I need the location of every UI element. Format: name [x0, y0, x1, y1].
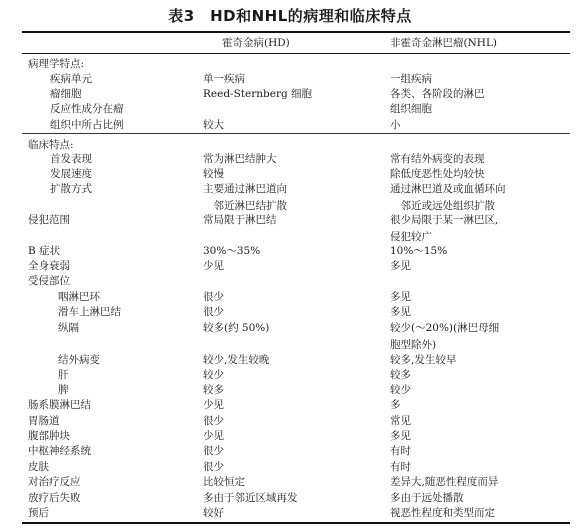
row-label: 扩散方式	[50, 183, 92, 195]
row-label: 全身衰弱	[28, 260, 70, 272]
nhl-cell	[390, 259, 411, 273]
hd-cell	[203, 444, 224, 458]
hd-cell-line: 较慢	[203, 168, 224, 180]
row-label: 胃肠道	[28, 415, 60, 427]
hd-cell	[203, 429, 224, 443]
hd-cell-line: 常为淋巴结肿大	[203, 153, 277, 165]
section-rule	[22, 133, 570, 134]
hd-cell-line: 少见	[203, 430, 224, 442]
hd-cell-line: 较多	[203, 384, 224, 396]
table-bottom-rule	[22, 522, 570, 524]
hd-cell-line: 较多(约 50%)	[203, 322, 270, 334]
hd-cell-line: 单一疾病	[203, 73, 245, 85]
nhl-cell	[390, 353, 456, 367]
nhl-cell	[390, 444, 411, 458]
hd-cell	[203, 506, 224, 520]
nhl-cell-line: 多见	[390, 291, 411, 303]
nhl-cell	[390, 321, 499, 352]
nhl-cell-line: 邻近或远处组织扩散	[390, 200, 495, 212]
nhl-cell-line: 差异大,随恶性程度而异	[390, 476, 499, 488]
hd-cell	[203, 167, 224, 181]
hd-cell-line: 很少	[203, 461, 224, 473]
nhl-cell-line: 侵犯较广	[390, 231, 432, 243]
nhl-cell	[390, 213, 498, 244]
nhl-cell-line: 较多,发生较早	[390, 354, 457, 366]
nhl-cell-line: 视恶性程度和类型而定	[390, 507, 495, 519]
hd-cell-line: Reed-Sternberg 细胞	[203, 88, 313, 100]
hd-cell	[203, 72, 245, 86]
row-label: 病理学特点:	[28, 58, 85, 70]
hd-cell-line: 很少	[203, 306, 224, 318]
hd-cell-line: 较大	[203, 119, 224, 131]
row-label: 放疗后失败	[28, 492, 81, 504]
hd-cell	[203, 87, 312, 101]
row-label: 疾病单元	[50, 73, 92, 85]
hd-cell-line: 较少,发生较晚	[203, 354, 270, 366]
row-label: 咽淋巴环	[58, 291, 100, 303]
hd-cell	[203, 213, 277, 227]
row-label: 肠系膜淋巴结	[28, 399, 91, 411]
nhl-cell	[390, 305, 411, 319]
hd-cell	[203, 118, 224, 132]
hd-cell	[203, 383, 224, 397]
column-header-hd: 霍奇金病(HD)	[222, 37, 290, 49]
nhl-cell-line: 常见	[390, 415, 411, 427]
nhl-cell	[390, 182, 506, 213]
row-label: 受侵部位	[28, 275, 70, 287]
row-label: 对治疗反应	[28, 476, 81, 488]
row-label: 瘤细胞	[50, 88, 82, 100]
nhl-cell-line: 多见	[390, 260, 411, 272]
row-label: 腹部肿块	[28, 430, 70, 442]
nhl-cell-line: 组织细胞	[390, 103, 432, 115]
nhl-cell	[390, 102, 432, 116]
row-label: 组织中所占比例	[50, 119, 124, 131]
nhl-cell-line: 各类、各阶段的淋巴	[390, 88, 485, 100]
nhl-cell-line: 很少局限于某一淋巴区,	[390, 214, 499, 226]
row-label: 结外病变	[58, 354, 100, 366]
hd-cell-line: 很少	[203, 445, 224, 457]
hd-cell-line: 主要通过淋巴道向	[203, 183, 287, 195]
hd-cell	[203, 475, 245, 489]
nhl-cell	[390, 414, 411, 428]
hd-cell	[203, 460, 224, 474]
nhl-cell-line: 多见	[390, 306, 411, 318]
nhl-cell	[390, 152, 485, 166]
nhl-cell-line: 常有结外病变的表现	[390, 153, 485, 165]
row-label: 首发表现	[50, 153, 92, 165]
hd-cell	[203, 152, 277, 166]
hd-cell-line: 多由于邻近区域再发	[203, 492, 298, 504]
hd-cell	[203, 368, 224, 382]
hd-cell-line: 较少	[203, 369, 224, 381]
nhl-cell	[390, 290, 411, 304]
table-title: 表3 HD和NHL的病理和临床特点	[168, 7, 412, 25]
nhl-cell-line: 通过淋巴道及或血循环向	[390, 183, 506, 195]
hd-cell-line: 很少	[203, 415, 224, 427]
nhl-cell	[390, 244, 447, 258]
hd-cell-line: 少见	[203, 399, 224, 411]
nhl-cell	[390, 383, 411, 397]
nhl-cell	[390, 72, 432, 86]
row-label: 中枢神经系统	[28, 445, 91, 457]
nhl-cell-line: 胞型除外)	[390, 339, 437, 351]
hd-cell	[203, 491, 298, 505]
nhl-cell	[390, 460, 411, 474]
row-label: 预后	[28, 507, 49, 519]
nhl-cell-line: 除低度恶性处均较快	[390, 168, 485, 180]
row-label: B 症状	[28, 245, 61, 257]
nhl-cell-line: 有时	[390, 461, 411, 473]
nhl-cell	[390, 118, 401, 132]
hd-cell	[203, 398, 224, 412]
hd-cell-line: 很少	[203, 291, 224, 303]
nhl-cell	[390, 506, 495, 520]
nhl-cell	[390, 475, 498, 489]
nhl-cell-line: 10%～15%	[390, 245, 448, 257]
nhl-cell	[390, 491, 464, 505]
hd-cell	[203, 182, 287, 213]
nhl-cell-line: 多见	[390, 430, 411, 442]
nhl-cell	[390, 398, 401, 412]
nhl-cell-line: 小	[390, 119, 401, 131]
row-label: 临床特点:	[28, 139, 74, 151]
nhl-cell	[390, 429, 411, 443]
row-label: 侵犯范围	[28, 214, 70, 226]
hd-cell	[203, 353, 269, 367]
row-label: 脾	[58, 384, 69, 396]
nhl-cell	[390, 87, 485, 101]
hd-cell	[203, 244, 260, 258]
hd-cell-line: 常局限于淋巴结	[203, 214, 277, 226]
row-label: 肝	[58, 369, 69, 381]
hd-cell-line: 少见	[203, 260, 224, 272]
hd-cell	[203, 305, 224, 319]
column-header-nhl: 非霍奇金淋巴瘤(NHL)	[390, 37, 498, 49]
row-label: 纵隔	[58, 322, 79, 334]
row-label: 反应性成分在瘤	[50, 103, 124, 115]
nhl-cell-line: 多由于远处播散	[390, 492, 464, 504]
hd-cell-line: 邻近淋巴结扩散	[203, 200, 287, 212]
hd-cell	[203, 259, 224, 273]
hd-cell-line: 较好	[203, 507, 224, 519]
nhl-cell-line: 有时	[390, 445, 411, 457]
hd-cell-line: 30%～35%	[203, 245, 261, 257]
nhl-cell-line: 较多	[390, 369, 411, 381]
row-label: 皮肤	[28, 461, 49, 473]
nhl-cell-line: 多	[390, 399, 401, 411]
nhl-cell-line: 较少(～20%)(淋巴母细	[390, 322, 500, 334]
hd-cell	[203, 414, 224, 428]
hd-cell	[203, 290, 224, 304]
hd-cell-line: 比较恒定	[203, 476, 245, 488]
hd-cell	[203, 321, 269, 335]
row-label: 滑车上淋巴结	[58, 306, 121, 318]
nhl-cell	[390, 167, 485, 181]
nhl-cell	[390, 368, 411, 382]
nhl-cell-line: 较少	[390, 384, 411, 396]
row-label: 发展速度	[50, 168, 92, 180]
nhl-cell-line: 一组疾病	[390, 73, 432, 85]
